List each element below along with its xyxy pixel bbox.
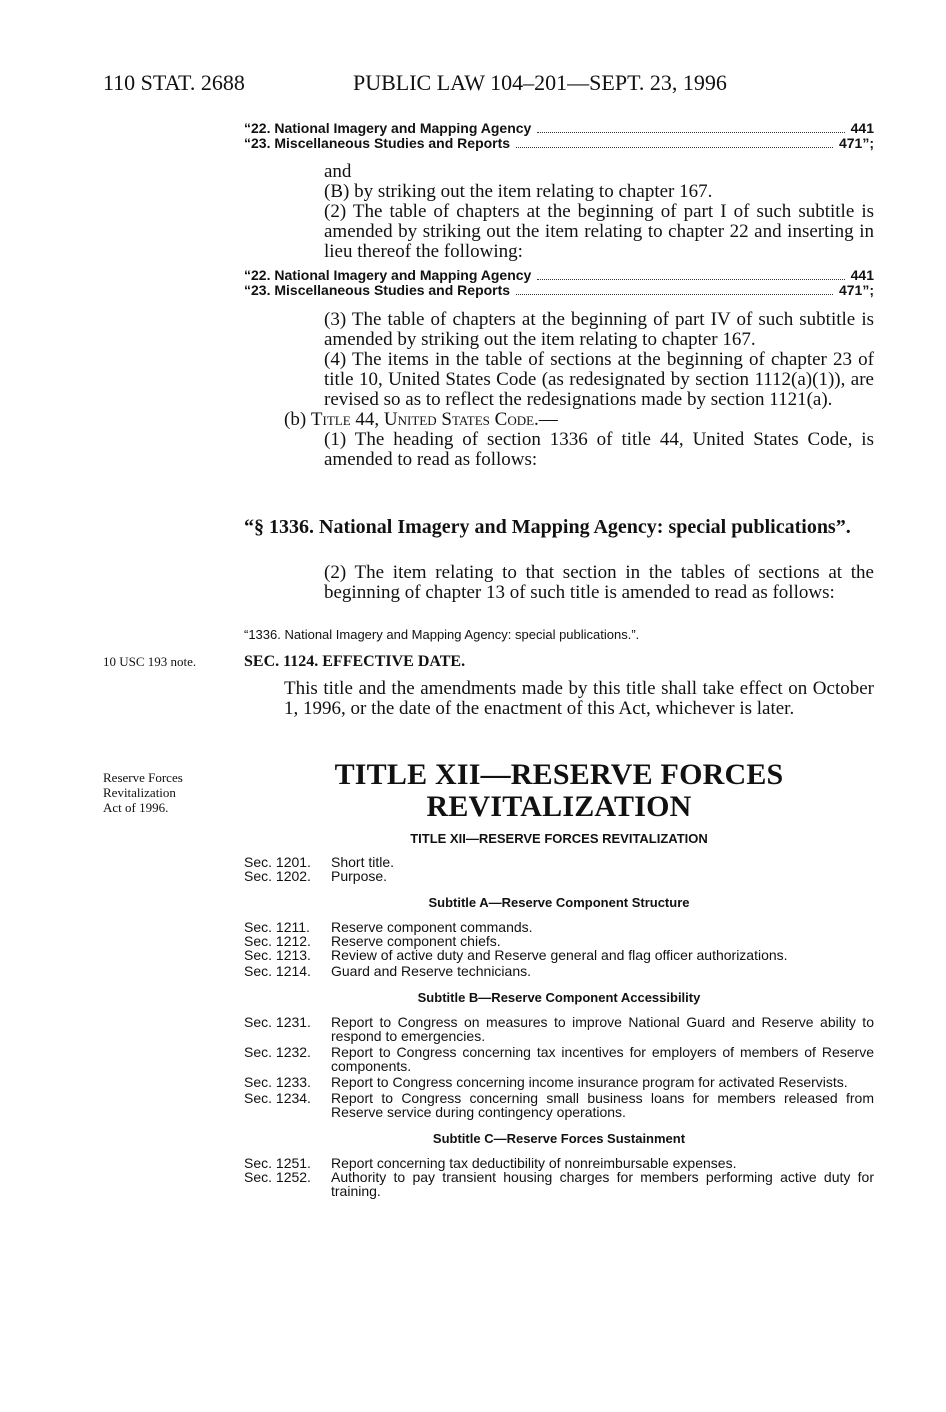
toc-section-row xyxy=(244,948,874,962)
toc-section-row xyxy=(244,1075,874,1089)
section-number: Sec. 1232. xyxy=(244,1044,311,1060)
toc-line xyxy=(244,268,874,283)
section-number: Sec. 1234. xyxy=(244,1090,311,1106)
section-number: Sec. 1211. xyxy=(244,919,310,935)
section-1336-heading xyxy=(244,517,874,537)
toc-leader-dots xyxy=(537,132,844,133)
margin-note-short-title xyxy=(103,770,183,815)
section-title: Authority to pay transient housing charges for members performing active duty for training. xyxy=(331,1169,874,1199)
toc-section-row xyxy=(244,1156,874,1170)
subtitle-c-heading: Subtitle C—Reserve Forces Sustainment xyxy=(432,1131,686,1146)
public-law-citation: PUBLIC LAW 104–201—SEPT. 23, 1996 xyxy=(353,70,727,95)
toc-leader-dots xyxy=(537,279,844,280)
section-1124-paragraph: This title and the amendments made by this title shall take effect on October 1, 1996, or the date of the enactment of this Act, whichever is later. xyxy=(284,678,874,719)
section-number: Sec. 1213. xyxy=(244,947,311,963)
section-title: Review of active duty and Reserve general and flag officer authorizations. xyxy=(331,947,788,963)
section-title: Reserve component commands. xyxy=(331,919,533,935)
section-title: Reserve component chiefs. xyxy=(331,933,501,949)
toc-line-page: 471”; xyxy=(838,282,874,298)
chapter-table-1 xyxy=(244,121,874,151)
section-title: Guard and Reserve technicians. xyxy=(331,963,531,979)
paragraph-b2: (2) The item relating to that section in the tables of sections at the beginning of chapter 13 of such title is amended to read as follows: xyxy=(324,562,874,603)
toc-section-row xyxy=(244,1045,874,1073)
toc-section-row xyxy=(244,934,874,948)
toc-line xyxy=(244,121,874,136)
section-number: Sec. 1214. xyxy=(244,963,311,979)
toc-title: TITLE XII—RESERVE FORCES REVITALIZATION xyxy=(410,831,708,846)
title-xii-line: TITLE XII—RESERVE FORCES xyxy=(334,758,784,791)
section-number: Sec. 1251. xyxy=(244,1155,311,1171)
subsection-b-title: Title 44, United States Code xyxy=(310,409,535,430)
section-title: Purpose. xyxy=(331,868,388,884)
section-title: Report to Congress concerning tax incentives for employers of members of Reserve components. xyxy=(331,1044,874,1074)
amendment-block-1 xyxy=(284,162,874,262)
toc-section-row xyxy=(244,1170,874,1198)
paragraph-and: and xyxy=(324,161,352,182)
margin-note-line: Reserve Forces xyxy=(103,770,183,785)
paragraph-4: (4) The items in the table of sections at the beginning of chapter 23 of title 10, United States Code (as redesignated by section 1112(a)(1)), are revised so as to reflect the redesignations made by section 1121(a). xyxy=(324,349,874,410)
toc-section-row xyxy=(244,1091,874,1119)
section-number: Sec. 1202. xyxy=(244,868,311,884)
toc-line xyxy=(244,283,874,298)
toc-leader-dots xyxy=(516,294,833,295)
paragraph-3: (3) The table of chapters at the beginning of part IV of such subtitle is amended by striking out the item relating to chapter 167. xyxy=(324,309,874,350)
section-number: Sec. 1252. xyxy=(244,1169,311,1185)
section-title: Report to Congress on measures to improve National Guard and Reserve ability to respond to emergencies. xyxy=(331,1014,874,1044)
toc-leader-dots xyxy=(516,147,833,148)
subsection-b-heading xyxy=(284,410,874,430)
margin-note-line: Revitalization xyxy=(103,785,176,800)
chapter-table-2 xyxy=(244,268,874,298)
section-title: Report concerning tax deductibility of nonreimbursable expenses. xyxy=(331,1155,737,1171)
statute-page-number: 110 STAT. 2688 xyxy=(103,70,245,95)
toc-section-row xyxy=(244,869,874,883)
subsection-b-suffix: .— xyxy=(534,409,558,430)
title-xii-toc xyxy=(244,831,874,1198)
section-number: Sec. 1231. xyxy=(244,1014,311,1030)
subtitle-a-heading: Subtitle A—Reserve Component Structure xyxy=(428,895,690,910)
amendment-block-2 xyxy=(284,310,874,470)
section-title: Short title. xyxy=(331,854,395,870)
toc-section-row xyxy=(244,920,874,934)
toc-line-title: “23. Miscellaneous Studies and Reports xyxy=(244,282,511,298)
toc-line-page: 471”; xyxy=(838,135,874,151)
toc-line-page: 441 xyxy=(850,267,874,283)
toc-line-title: “22. National Imagery and Mapping Agency xyxy=(244,267,532,283)
section-number: Sec. 1233. xyxy=(244,1074,311,1090)
paragraph-2: (2) The table of chapters at the beginning of part I of such subtitle is amended by striking out the item relating to chapter 22 and inserting in lieu thereof the following: xyxy=(324,201,874,262)
item-1336: “1336. National Imagery and Mapping Agency: special publications.”. xyxy=(244,627,640,642)
section-title: Report to Congress concerning small business loans for members released from Reserve service during contingency operations. xyxy=(331,1090,874,1120)
toc-line-page: 441 xyxy=(850,120,874,136)
title-xii-heading xyxy=(244,759,874,823)
section-number: Sec. 1201. xyxy=(244,854,311,870)
toc-section-row xyxy=(244,1015,874,1043)
amendment-block-3 xyxy=(284,563,874,603)
section-title: Report to Congress concerning income insurance program for activated Reservists. xyxy=(331,1074,848,1090)
title-xii-line: REVITALIZATION xyxy=(426,790,692,823)
toc-section-row xyxy=(244,855,874,869)
margin-note-line: Act of 1996. xyxy=(103,800,169,815)
section-1336-text: “§ 1336. National Imagery and Mapping Agency: special publications”. xyxy=(244,516,851,538)
section-number: Sec. 1212. xyxy=(244,933,311,949)
margin-note-usc: 10 USC 193 note. xyxy=(103,654,197,669)
section-1124-text xyxy=(244,679,874,719)
paragraph-b1: (1) The heading of section 1336 of title 44, United States Code, is amended to read as follows: xyxy=(324,429,874,470)
toc-section-row xyxy=(244,964,874,978)
subtitle-b-heading: Subtitle B—Reserve Component Accessibility xyxy=(417,990,701,1005)
section-1124-heading: SEC. 1124. EFFECTIVE DATE. xyxy=(244,653,466,670)
paragraph-b: (B) by striking out the item relating to chapter 167. xyxy=(324,181,713,202)
toc-line-title: “22. National Imagery and Mapping Agency xyxy=(244,120,532,136)
toc-line xyxy=(244,136,874,151)
toc-line-title: “23. Miscellaneous Studies and Reports xyxy=(244,135,511,151)
subsection-b-prefix: (b) xyxy=(284,409,311,430)
